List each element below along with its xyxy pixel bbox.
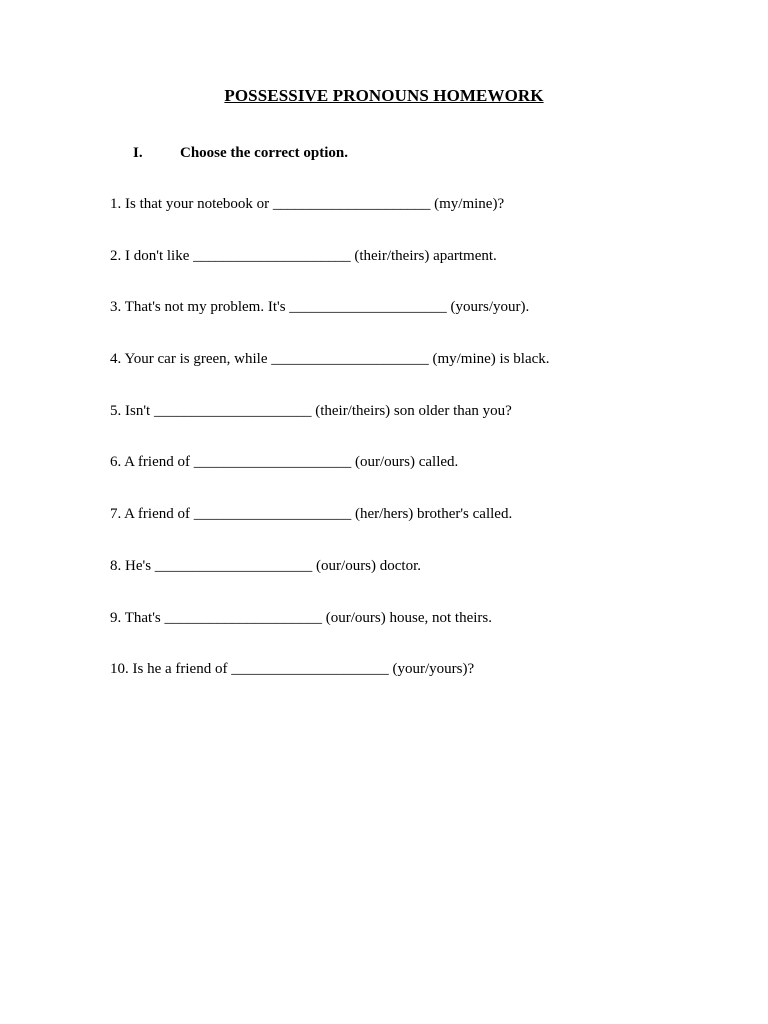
section-numeral: I.	[133, 145, 143, 161]
question-item-1: 1. Is that your notebook or _____________________ (my/mine)?	[110, 196, 505, 212]
page-title: POSSESSIVE PRONOUNS HOMEWORK	[224, 86, 544, 105]
question-item-4: 4. Your car is green, while _____________________ (my/mine) is black.	[110, 351, 550, 368]
section-heading	[133, 145, 348, 162]
question-item-7: 7. A friend of _____________________ (her/hers) brother's called.	[110, 506, 513, 523]
question-item-2: 2. I don't like _____________________ (their/theirs) apartment.	[110, 247, 497, 264]
section-instruction: Choose the correct option.	[180, 145, 349, 161]
question-item-5: 5. Isn't _____________________ (their/theirs) son older than you?	[110, 402, 512, 419]
question-list	[110, 196, 550, 713]
question-item-10: 10. Is he a friend of _____________________ (your/yours)?	[110, 661, 475, 678]
question-item-9: 9. That's _____________________ (our/ours) house, not theirs.	[110, 609, 492, 626]
question-item-3: 3. That's not my problem. It's _____________________ (yours/your).	[110, 299, 530, 316]
question-item-8: 8. He's _____________________ (our/ours) doctor.	[110, 557, 422, 574]
question-item-6: 6. A friend of _____________________ (our/ours) called.	[110, 454, 459, 471]
